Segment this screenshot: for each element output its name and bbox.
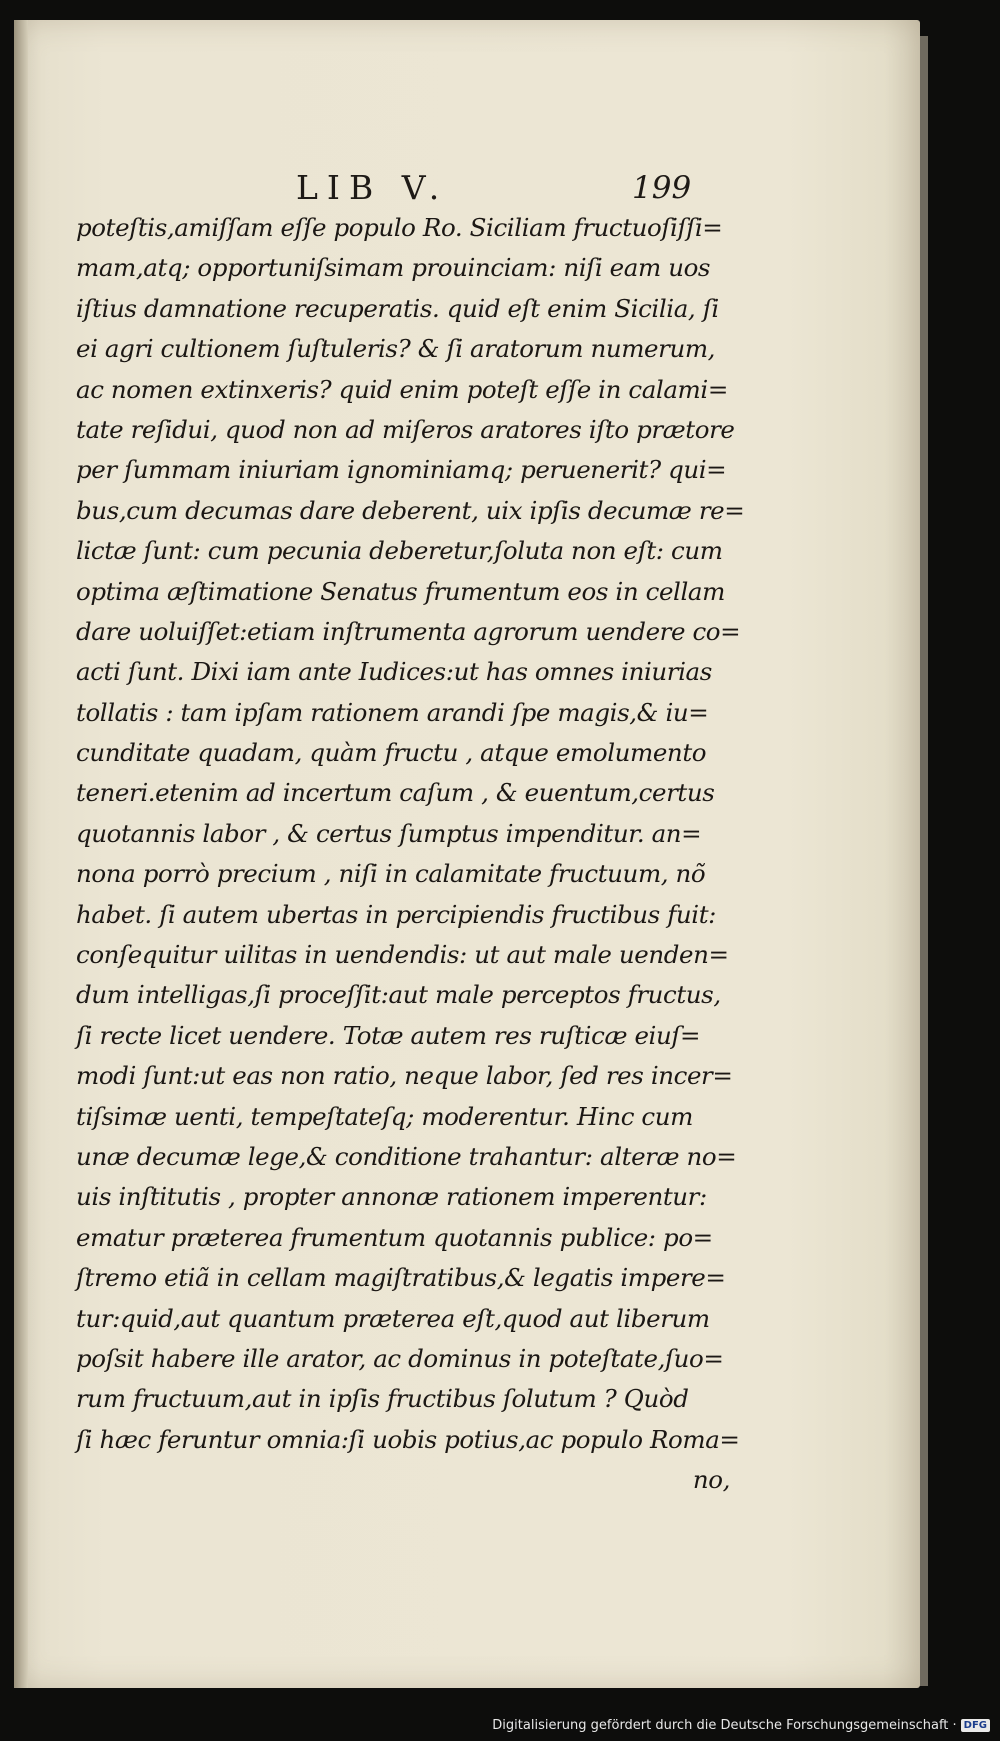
text-line: mam,atq; opportuniſsimam prouinciam: niſi eam uos [76, 253, 711, 283]
text-line: acti ſunt. Dixi iam ante Iudices:ut has omnes iniurias [76, 657, 712, 687]
text-line: unæ decumæ lege,& conditione trahantur: alteræ no= [76, 1141, 737, 1171]
text-line: habet. ſi autem ubertas in percipiendis fructibus fuit: [76, 899, 717, 929]
text-line: iſtius damnatione recuperatis. quid eſt enim Sicilia, ſi [76, 293, 719, 323]
body-text [76, 208, 756, 1501]
running-head: LIB V. [296, 168, 449, 207]
text-line: quotannis labor , & certus ſumptus impenditur. an= [76, 818, 702, 848]
book-page [14, 20, 920, 1688]
text-line: nona porrò precium , niſi in calamitate fructuum, nõ [76, 859, 706, 889]
text-line: bus,cum decumas dare deberent, uix ipſis decumæ re= [76, 495, 745, 525]
text-line: conſequitur uilitas in uendendis: ut aut male uenden= [76, 940, 729, 970]
text-line: optima æſtimatione Senatus frumentum eos in cellam [76, 576, 725, 606]
text-line: uis inſtitutis , propter annonæ rationem imperentur: [76, 1182, 707, 1212]
text-line: ſtremo etiã in cellam magiſtratibus,& legatis impere= [76, 1263, 726, 1293]
text-line: poſsit habere ille arator, ac dominus in poteſtate,ſuo= [76, 1343, 724, 1373]
text-line: poteſtis,amiſſam eſſe populo Ro. Siciliam fructuoſiſſi= [76, 213, 723, 242]
text-line: ac nomen extinxeris? quid enim poteſt eſſe in calami= [76, 374, 728, 404]
credit-text: Digitalisierung gefördert durch die Deutsche Forschungsgemeinschaft · [492, 1718, 957, 1733]
text-line: per ſummam iniuriam ignominiamq; peruenerit? qui= [76, 455, 727, 485]
catchword: no, [692, 1465, 730, 1495]
text-line: modi ſunt:ut eas non ratio, neque labor, ſed res incer= [76, 1061, 733, 1091]
text-line: ſi recte licet uendere. Totæ autem res ruſticæ eiuſ= [76, 1020, 701, 1050]
text-line: dare uoluiſſet:etiam inſtrumenta agrorum uendere co= [76, 616, 741, 646]
text-line: ei agri cultionem ſuſtuleris? & ſi aratorum numerum, [76, 334, 716, 364]
text-line: tur:quid,aut quantum præterea eſt,quod aut liberum [76, 1303, 710, 1333]
dfg-logo: DFG [961, 1719, 990, 1732]
text-line: tate reſidui, quod non ad miſeros aratores iſto prætore [76, 414, 735, 444]
text-line: ematur præterea frumentum quotannis publice: po= [76, 1222, 713, 1252]
text-line: dum intelligas,ſi proceſſit:aut male perceptos fructus, [76, 980, 721, 1010]
text-line: tiſsimæ uenti, tempeſtateſq; moderentur. Hinc cum [76, 1101, 693, 1131]
page-header [14, 168, 920, 208]
text-line: cunditate quadam, quàm fructu , atque emolumento [76, 738, 707, 768]
digitization-credit [492, 1718, 990, 1733]
text-line: tollatis : tam ipſam rationem arandi ſpe magis,& iu= [76, 697, 709, 727]
page-number: 199 [632, 170, 692, 206]
text-line: lictæ ſunt: cum pecunia deberetur,ſoluta non eſt: cum [76, 536, 723, 566]
binding-gutter [14, 20, 28, 1688]
text-line: teneri.etenim ad incertum caſum , & euentum,certus [76, 778, 715, 808]
text-line: rum fructuum,aut in ipſis fructibus ſolutum ? Quòd [76, 1384, 689, 1414]
text-line: ſi hæc feruntur omnia:ſi uobis potius,ac populo Roma= [76, 1424, 740, 1454]
